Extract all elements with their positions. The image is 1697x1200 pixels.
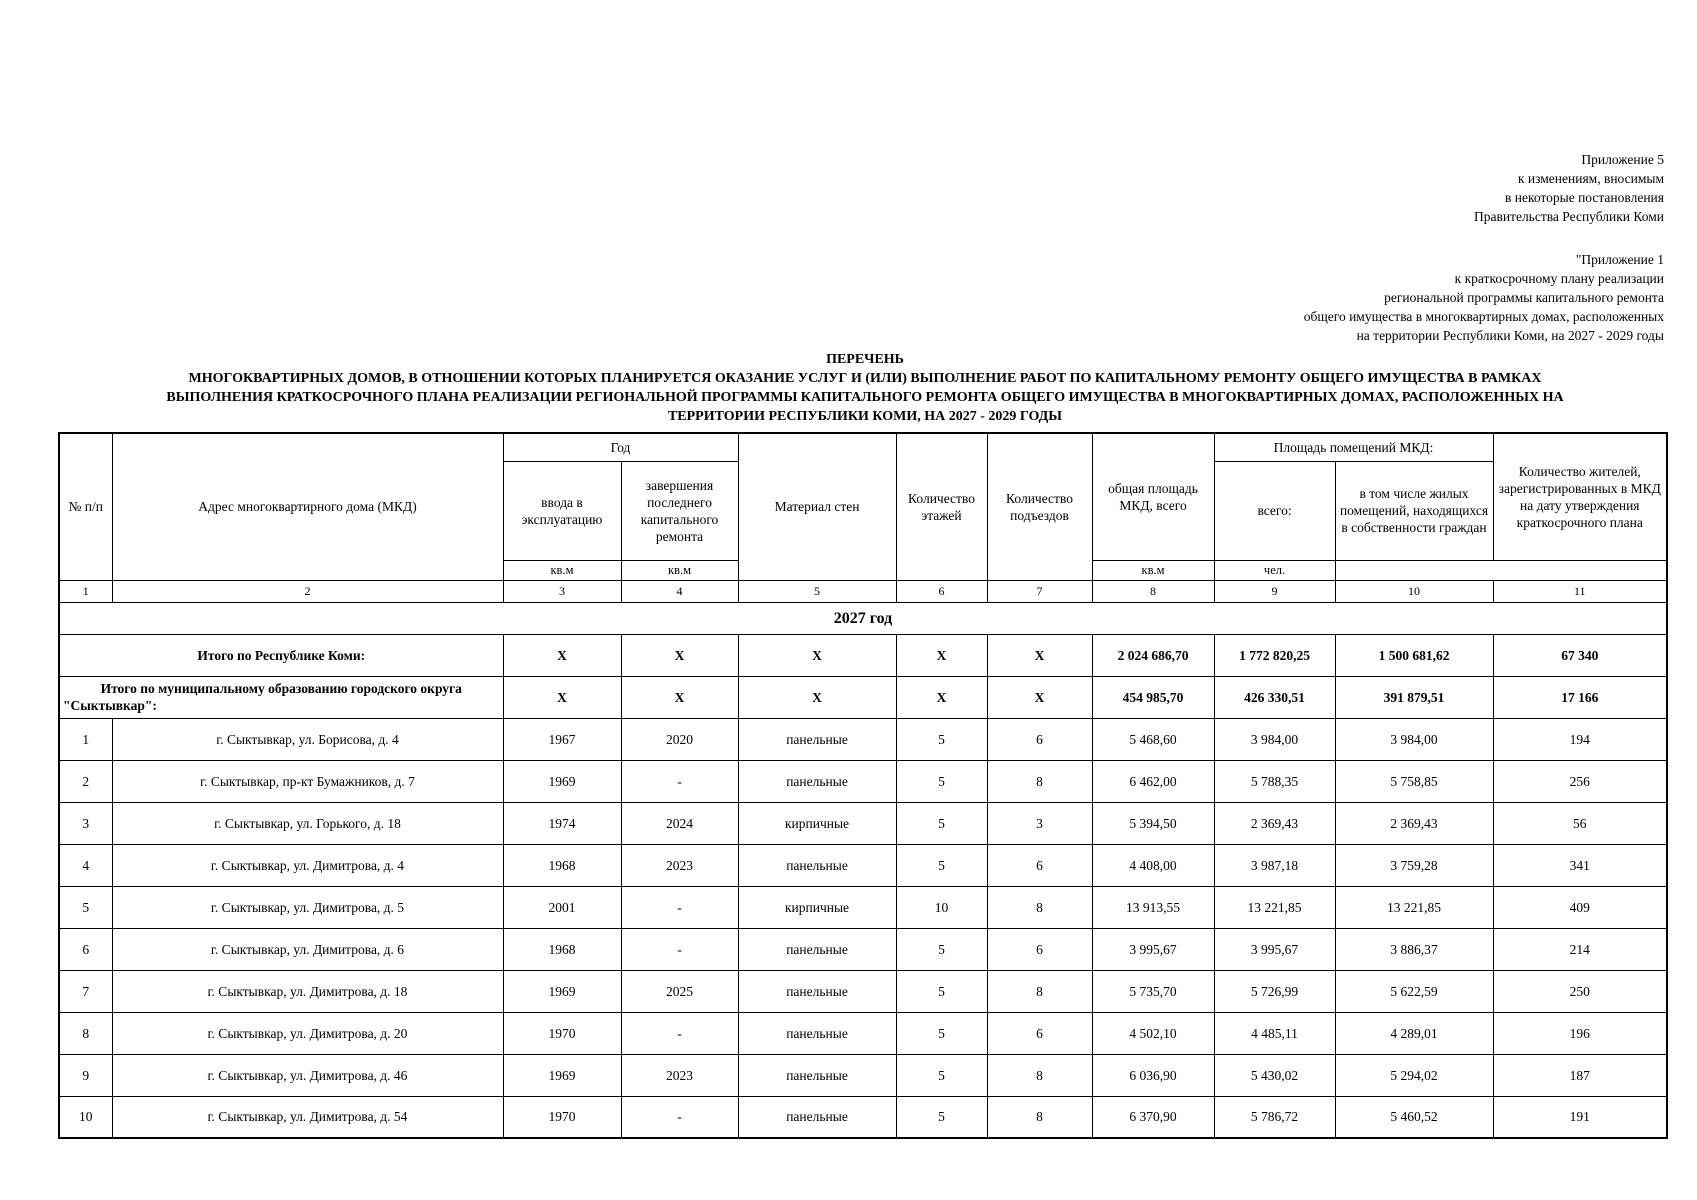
table-row (59, 1054, 1667, 1096)
year-section-heading: 2027 год (59, 602, 1667, 634)
header-material: Материал стен (738, 433, 896, 580)
table-cell: 3 995,67 (1214, 928, 1335, 970)
appendix-line: Правительства Республики Коми (1473, 209, 1664, 224)
table-cell: панельные (738, 1054, 896, 1096)
table-cell: 5 (896, 802, 987, 844)
table-cell: 13 221,85 (1335, 886, 1493, 928)
table-cell: 8 (987, 1096, 1092, 1138)
table-row (59, 1012, 1667, 1054)
total-cell: X (503, 634, 621, 676)
header-year-commission: ввода в эксплуатацию (503, 461, 621, 560)
total-republic-label: Итого по Республике Коми: (59, 634, 503, 676)
total-cell: X (987, 676, 1092, 718)
table-cell: панельные (738, 760, 896, 802)
table-cell: 8 (987, 886, 1092, 928)
table-cell: 5 (896, 718, 987, 760)
total-cell: X (987, 634, 1092, 676)
table-cell: 1969 (503, 970, 621, 1012)
table-cell: 5 294,02 (1335, 1054, 1493, 1096)
address-cell: г. Сыктывкар, пр-кт Бумажников, д. 7 (112, 760, 503, 802)
total-cell: X (503, 676, 621, 718)
table-cell: 1968 (503, 844, 621, 886)
table-cell: панельные (738, 1012, 896, 1054)
total-cell: 454 985,70 (1092, 676, 1214, 718)
table-cell: 256 (1493, 760, 1667, 802)
table-cell: 1 (59, 718, 112, 760)
col-number: 2 (112, 580, 503, 602)
header-year-group: Год (503, 433, 738, 461)
table-cell: 187 (1493, 1054, 1667, 1096)
table-cell: 2023 (621, 1054, 738, 1096)
col-number: 11 (1493, 580, 1667, 602)
total-cell: X (621, 634, 738, 676)
table-cell: 8 (987, 760, 1092, 802)
header-premises-residential: в том числе жилых помещений, находящихся в собственности граждан (1335, 461, 1493, 560)
table-cell: 5 (896, 1012, 987, 1054)
table-cell: 1969 (503, 1054, 621, 1096)
table-cell: - (621, 1012, 738, 1054)
appendix-line: к краткосрочному плану реализации (1454, 271, 1664, 286)
table-cell: 10 (59, 1096, 112, 1138)
table-cell: 4 289,01 (1335, 1012, 1493, 1054)
table-cell: 6 036,90 (1092, 1054, 1214, 1096)
table-cell: 1974 (503, 802, 621, 844)
total-cell: 1 772 820,25 (1214, 634, 1335, 676)
table-cell: 3 984,00 (1335, 718, 1493, 760)
table-cell: кирпичные (738, 886, 896, 928)
unit-cell: чел. (1214, 560, 1335, 580)
header-address: Адрес многоквартирного дома (МКД) (112, 433, 503, 580)
table-cell: 409 (1493, 886, 1667, 928)
appendix-line: общего имущества в многоквартирных домах, расположенных (1303, 309, 1664, 324)
appendix-line: "Приложение 1 (1575, 252, 1664, 267)
col-number: 3 (503, 580, 621, 602)
table-row (59, 802, 1667, 844)
appendix-line: к изменениям, вносимым (1517, 171, 1664, 186)
col-number: 10 (1335, 580, 1493, 602)
total-cell: X (738, 676, 896, 718)
total-cell: X (621, 676, 738, 718)
title-line: ВЫПОЛНЕНИЯ КРАТКОСРОЧНОГО ПЛАНА РЕАЛИЗАЦИИ РЕГИОНАЛЬНОЙ ПРОГРАММЫ КАПИТАЛЬНОГО РЕМОНТА ОБЩЕГО ИМУЩЕСТВА В МНОГОКВАРТИРНЫХ ДОМАХ, РАСПОЛОЖЕННЫХ НА (166, 390, 1564, 405)
table-cell: 2 369,43 (1335, 802, 1493, 844)
total-cell: 2 024 686,70 (1092, 634, 1214, 676)
header-premises-group: Площадь помещений МКД: (1214, 433, 1493, 461)
table-cell: 6 (987, 844, 1092, 886)
table-cell: 9 (59, 1054, 112, 1096)
table-cell: 8 (59, 1012, 112, 1054)
table-cell: 6 (987, 718, 1092, 760)
table-cell: 4 485,11 (1214, 1012, 1335, 1054)
title-line: ПЕРЕЧЕНЬ (826, 352, 904, 367)
total-cell: X (896, 676, 987, 718)
table-cell: 341 (1493, 844, 1667, 886)
table-cell: 214 (1493, 928, 1667, 970)
title-line: ТЕРРИТОРИИ РЕСПУБЛИКИ КОМИ, НА 2027 - 2029 ГОДЫ (667, 409, 1063, 424)
table-cell: - (621, 886, 738, 928)
appendix-line: региональной программы капитального ремонта (1384, 290, 1664, 305)
table-cell: 1970 (503, 1012, 621, 1054)
header-residents: Количество жителей, зарегистрированных в МКД на дату утверждения краткосрочного плана (1493, 433, 1667, 560)
table-cell: 194 (1493, 718, 1667, 760)
table-cell: 5 (896, 760, 987, 802)
table-cell: 5 430,02 (1214, 1054, 1335, 1096)
appendix-line: на территории Республики Коми, на 2027 - 2029 годы (1356, 328, 1664, 343)
table-cell: 2023 (621, 844, 738, 886)
table-cell: 3 759,28 (1335, 844, 1493, 886)
col-number: 9 (1214, 580, 1335, 602)
total-cell: 426 330,51 (1214, 676, 1335, 718)
table-cell: 1967 (503, 718, 621, 760)
table-cell: 2024 (621, 802, 738, 844)
table-cell: 191 (1493, 1096, 1667, 1138)
table-cell: 7 (59, 970, 112, 1012)
address-cell: г. Сыктывкар, ул. Димитрова, д. 54 (112, 1096, 503, 1138)
table-cell: 56 (1493, 802, 1667, 844)
total-cell: 391 879,51 (1335, 676, 1493, 718)
header-year-repair: завершения последнего капитального ремонта (621, 461, 738, 560)
header-entrances: Количество подъездов (987, 433, 1092, 580)
table-cell: 4 502,10 (1092, 1012, 1214, 1054)
table-cell: 3 (59, 802, 112, 844)
col-number: 4 (621, 580, 738, 602)
table-cell: 4 (59, 844, 112, 886)
table-row (59, 844, 1667, 886)
total-municipal-label: Итого по муниципальному образованию городского округа "Сыктывкар": (59, 676, 503, 718)
address-cell: г. Сыктывкар, ул. Димитрова, д. 46 (112, 1054, 503, 1096)
table-cell: 5 735,70 (1092, 970, 1214, 1012)
table-cell: 5 (896, 970, 987, 1012)
address-cell: г. Сыктывкар, ул. Горького, д. 18 (112, 802, 503, 844)
total-cell: 67 340 (1493, 634, 1667, 676)
table-cell: 10 (896, 886, 987, 928)
table-cell: 6 462,00 (1092, 760, 1214, 802)
col-number: 8 (1092, 580, 1214, 602)
table-cell: 2001 (503, 886, 621, 928)
document-title (60, 350, 1670, 426)
appendix-5-note (1474, 150, 1664, 226)
address-cell: г. Сыктывкар, ул. Димитрова, д. 18 (112, 970, 503, 1012)
table-cell: 2025 (621, 970, 738, 1012)
unit-cell: кв.м (1092, 560, 1214, 580)
total-cell: 1 500 681,62 (1335, 634, 1493, 676)
table-cell: 6 (59, 928, 112, 970)
unit-cell: кв.м (503, 560, 621, 580)
header-num: № п/п (59, 433, 112, 580)
address-cell: г. Сыктывкар, ул. Димитрова, д. 5 (112, 886, 503, 928)
table-cell: 250 (1493, 970, 1667, 1012)
address-cell: г. Сыктывкар, ул. Димитрова, д. 6 (112, 928, 503, 970)
table-cell: 6 370,90 (1092, 1096, 1214, 1138)
table-cell: 3 995,67 (1092, 928, 1214, 970)
table-cell: 8 (987, 1054, 1092, 1096)
total-cell: X (738, 634, 896, 676)
table-cell: 196 (1493, 1012, 1667, 1054)
table-cell: панельные (738, 928, 896, 970)
table-cell: 5 788,35 (1214, 760, 1335, 802)
table-cell: 2 (59, 760, 112, 802)
appendix-1-note (1304, 250, 1664, 345)
table-cell: - (621, 1096, 738, 1138)
table-cell: 6 (987, 928, 1092, 970)
address-cell: г. Сыктывкар, ул. Борисова, д. 4 (112, 718, 503, 760)
table-cell: 1970 (503, 1096, 621, 1138)
col-number: 5 (738, 580, 896, 602)
address-cell: г. Сыктывкар, ул. Димитрова, д. 20 (112, 1012, 503, 1054)
col-number: 7 (987, 580, 1092, 602)
col-number: 1 (59, 580, 112, 602)
table-row (59, 1096, 1667, 1138)
table-cell: 6 (987, 1012, 1092, 1054)
col-number: 6 (896, 580, 987, 602)
table-cell: 5 (896, 928, 987, 970)
header-floors: Количество этажей (896, 433, 987, 580)
unit-cell: кв.м (621, 560, 738, 580)
table-cell: 3 987,18 (1214, 844, 1335, 886)
table-cell: 5 (896, 1054, 987, 1096)
table-cell: панельные (738, 970, 896, 1012)
title-line: МНОГОКВАРТИРНЫХ ДОМОВ, В ОТНОШЕНИИ КОТОРЫХ ПЛАНИРУЕТСЯ ОКАЗАНИЕ УСЛУГ И (ИЛИ) ВЫПОЛНЕНИЕ РАБОТ ПО КАПИТАЛЬНОМУ РЕМОНТУ ОБЩЕГО ИМУЩЕСТВА В РАМКАХ (188, 371, 1542, 386)
appendix-line: в некоторые постановления (1505, 190, 1664, 205)
table-cell: 5 786,72 (1214, 1096, 1335, 1138)
table-cell: панельные (738, 1096, 896, 1138)
table-row (59, 886, 1667, 928)
appendix-line: Приложение 5 (1581, 152, 1664, 167)
table-cell: 3 (987, 802, 1092, 844)
table-cell: 3 886,37 (1335, 928, 1493, 970)
table-cell: 5 460,52 (1335, 1096, 1493, 1138)
table-cell: 5 (896, 844, 987, 886)
table-row (59, 970, 1667, 1012)
table-cell: 5 (896, 1096, 987, 1138)
total-cell: X (896, 634, 987, 676)
table-row (59, 928, 1667, 970)
table-cell: панельные (738, 718, 896, 760)
table-cell: 5 726,99 (1214, 970, 1335, 1012)
table-cell: 5 394,50 (1092, 802, 1214, 844)
table-cell: 1968 (503, 928, 621, 970)
table-cell: 5 (59, 886, 112, 928)
table-row (59, 760, 1667, 802)
header-total-area: общая площадь МКД, всего (1092, 433, 1214, 560)
table-cell: 5 622,59 (1335, 970, 1493, 1012)
table-row (59, 718, 1667, 760)
table-cell: 5 758,85 (1335, 760, 1493, 802)
table-cell: - (621, 928, 738, 970)
table-cell: кирпичные (738, 802, 896, 844)
table-cell: 5 468,60 (1092, 718, 1214, 760)
table-cell: - (621, 760, 738, 802)
table-cell: 13 913,55 (1092, 886, 1214, 928)
table-cell: 4 408,00 (1092, 844, 1214, 886)
table-cell: 2020 (621, 718, 738, 760)
table-cell: панельные (738, 844, 896, 886)
houses-table (58, 432, 1668, 1139)
table-cell: 1969 (503, 760, 621, 802)
table-cell: 2 369,43 (1214, 802, 1335, 844)
table-cell: 3 984,00 (1214, 718, 1335, 760)
header-premises-all: всего: (1214, 461, 1335, 560)
data-rows (59, 718, 1667, 1138)
table-cell: 13 221,85 (1214, 886, 1335, 928)
table-cell: 8 (987, 970, 1092, 1012)
address-cell: г. Сыктывкар, ул. Димитрова, д. 4 (112, 844, 503, 886)
total-cell: 17 166 (1493, 676, 1667, 718)
